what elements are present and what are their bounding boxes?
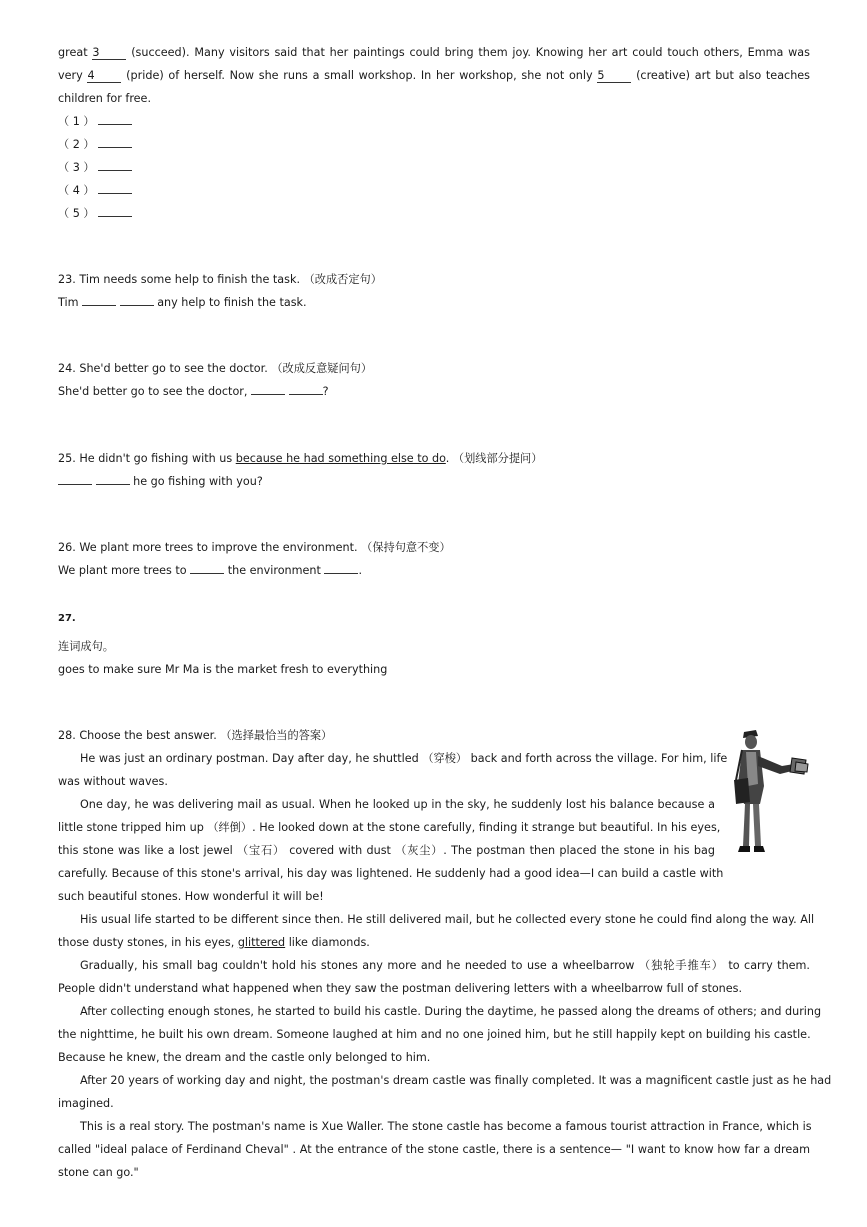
answer-line: （ 3 ） — [58, 160, 132, 176]
answer-blank[interactable] — [98, 147, 132, 148]
postman-illustration-icon — [730, 726, 812, 856]
story-line: After 20 years of working day and night, the postman's dream castle was finally completed. It was a magnificent castle just as he had — [80, 1074, 832, 1087]
underlined-part: because he had something else to do — [235, 452, 446, 465]
answer-line: （ 1 ） — [58, 114, 132, 130]
passage-line: very 4 (pride) of herself. Now she runs a small workshop. In her workshop, she not only 5 (creative) art but also teaches — [58, 69, 810, 82]
answer-blank[interactable] — [96, 484, 130, 485]
story-line: imagined. — [58, 1097, 114, 1110]
answer-25: he go fishing with you? — [58, 474, 263, 490]
question-24: 24. She'd better go to see the doctor. （改成反意疑问句） — [58, 362, 373, 375]
question-25: 25. He didn't go fishing with us because he had something else to do. （划线部分提问） — [58, 452, 543, 465]
blank-3[interactable]: 3 — [92, 46, 126, 60]
story-line: After collecting enough stones, he started to build his castle. During the daytime, he passed along the dreams of others; and during — [80, 1005, 822, 1018]
blank-5[interactable]: 5 — [597, 69, 631, 83]
answer-26: We plant more trees to the environment . — [58, 564, 363, 577]
story-line: this stone was like a lost jewel （宝石） covered with dust （灰尘）. The postman then placed the stone in his bag — [58, 844, 715, 857]
answer-23: Tim any help to finish the task. — [58, 296, 307, 309]
answer-24: She'd better go to see the doctor, ? — [58, 385, 329, 398]
question-26: 26. We plant more trees to improve the environment. （保持句意不变） — [58, 541, 451, 554]
story-line: stone can go." — [58, 1166, 139, 1179]
story-line: One day, he was delivering mail as usual. When he looked up in the sky, he suddenly lost his balance because a — [80, 798, 715, 811]
question-28-title: 28. Choose the best answer. （选择最恰当的答案） — [58, 729, 333, 742]
answer-blank[interactable] — [58, 484, 92, 485]
story-line: He was just an ordinary postman. Day after day, he shuttled （穿梭） back and forth across the village. For him, life — [80, 752, 728, 765]
answer-blank[interactable] — [98, 216, 132, 217]
answer-blank[interactable] — [324, 573, 358, 574]
answer-blank[interactable] — [82, 305, 116, 306]
story-line: This is a real story. The postman's name is Xue Waller. The stone castle has become a famous tourist attraction in France, which is — [80, 1120, 812, 1133]
question-27-instruction: 连词成句。 — [58, 640, 114, 653]
story-line: His usual life started to be different since then. He still delivered mail, but he collected every stone he could find along the way. All — [80, 913, 815, 926]
story-line: called "ideal palace of Ferdinand Cheval" . At the entrance of the stone castle, there is a sentence— "I want to know how far a dream — [58, 1143, 810, 1156]
question-27-words: goes to make sure Mr Ma is the market fresh to everything — [58, 663, 388, 676]
story-line: the nighttime, he built his own dream. Someone laughed at him and no one joined him, but he still happily kept on building his castle. — [58, 1028, 811, 1041]
answer-blank[interactable] — [98, 124, 132, 125]
story-line: such beautiful stones. How wonderful it will be! — [58, 890, 324, 903]
story-line: Gradually, his small bag couldn't hold his stones any more and he needed to use a wheelbarrow （独轮手推车） to carry them. — [80, 959, 810, 972]
answer-blank[interactable] — [251, 394, 285, 395]
answer-line: （ 4 ） — [58, 183, 132, 199]
underlined-word: glittered — [237, 936, 286, 949]
question-23: 23. Tim needs some help to finish the task. （改成否定句） — [58, 273, 382, 286]
story-line: little stone tripped him up （绊倒）. He looked down at the stone carefully, finding it strange but beautiful. In his eyes, — [58, 821, 721, 834]
answer-blank[interactable] — [289, 394, 323, 395]
answer-blank[interactable] — [98, 193, 132, 194]
answer-line: （ 5 ） — [58, 206, 132, 222]
blank-4[interactable]: 4 — [87, 69, 121, 83]
question-27-number: 27. — [58, 613, 76, 624]
passage-line: great 3 (succeed). Many visitors said that her paintings could bring them joy. Knowing her art could touch others, Emma was — [58, 46, 810, 59]
story-line: carefully. Because of this stone's arrival, his day was lightened. He suddenly had a good idea—I can build a castle with — [58, 867, 724, 880]
answer-blank[interactable] — [120, 305, 154, 306]
story-line: those dusty stones, in his eyes, glittered like diamonds. — [58, 936, 370, 949]
passage-line: children for free. — [58, 92, 151, 105]
story-line: People didn't understand what happened when they saw the postman delivering letters with a wheelbarrow full of stones. — [58, 982, 743, 995]
answer-line: （ 2 ） — [58, 137, 132, 153]
story-line: was without waves. — [58, 775, 168, 788]
answer-blank[interactable] — [190, 573, 224, 574]
story-line: Because he knew, the dream and the castle only belonged to him. — [58, 1051, 431, 1064]
answer-blank[interactable] — [98, 170, 132, 171]
